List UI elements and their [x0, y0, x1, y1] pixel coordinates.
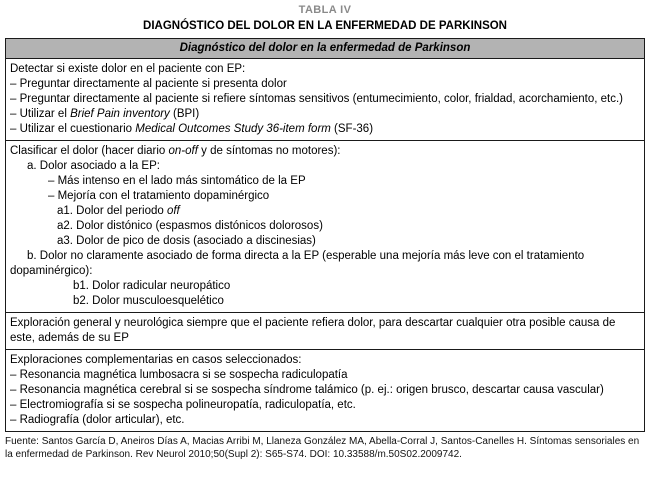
- text-segment: – Mejoría con el tratamiento dopaminérgico: [48, 190, 270, 202]
- text-segment: Clasificar el dolor (hacer diario: [10, 145, 169, 157]
- table-line: [73, 294, 640, 309]
- table-line: [10, 62, 640, 77]
- table-line: [10, 92, 640, 107]
- table-line: [10, 413, 640, 428]
- table-section-deteccion: [6, 59, 644, 141]
- source-citation: Fuente: Santos García D, Aneiros Días A, Macias Arribi M, Llaneza González MA, Abella-Corral J, Santos-Canelles H. Síntomas sensoriales en la enfermedad de Parkinson. Rev Neurol 2010;50(Supl 2): S65-S74. DOI: 10.33588/m.50S02.2009742.: [5, 436, 640, 460]
- text-segment: a. Dolor asociado a la EP:: [27, 160, 160, 172]
- text-segment: a3. Dolor de pico de dosis (asociado a discinesias): [57, 235, 316, 247]
- text-segment: Exploración general y neurológica siempre que el paciente refiera dolor, para descartar cualquier otra posible causa de este, además de su EP: [10, 317, 616, 344]
- italic-text-segment: off: [166, 205, 180, 217]
- text-segment: – Preguntar directamente al paciente si refiere síntomas sensitivos (entumecimiento, color, frialdad, acorchamiento, etc.): [10, 93, 623, 105]
- table-line: [10, 368, 640, 383]
- table-line: [57, 234, 640, 249]
- text-segment: b. Dolor no claramente asociado de forma directa a la EP (esperable una mejoría más leve con el tratamiento dopaminérgico):: [10, 250, 585, 277]
- text-segment: – Más intenso en el lado más sintomático de la EP: [48, 175, 306, 187]
- table-line: [10, 144, 640, 159]
- table-header-row: Diagnóstico del dolor en la enfermedad de Parkinson: [6, 39, 644, 59]
- table-line: [57, 204, 640, 219]
- table-caption: [5, 4, 645, 33]
- text-segment: – Preguntar directamente al paciente si presenta dolor: [10, 78, 287, 90]
- text-segment: – Electromiografía si se sospecha polineuropatía, radiculopatía, etc.: [10, 399, 356, 411]
- text-segment: a2. Dolor distónico (espasmos distónicos dolorosos): [57, 220, 323, 232]
- text-segment: – Radiografía (dolor articular), etc.: [10, 414, 185, 426]
- text-segment: y de síntomas no motores):: [197, 145, 341, 157]
- table-line: [10, 353, 640, 368]
- table-section-clasificacion: [6, 141, 644, 313]
- table-line: [10, 77, 640, 92]
- table-heading: DIAGNÓSTICO DEL DOLOR EN LA ENFERMEDAD DE PARKINSON: [143, 20, 507, 32]
- table-line: [48, 189, 640, 204]
- table-line: [10, 107, 640, 122]
- text-segment: – Resonancia magnética lumbosacra si se sospecha radiculopatía: [10, 369, 348, 381]
- table-label: TABLA IV: [298, 4, 352, 16]
- table-line: [10, 383, 640, 398]
- table-line: [27, 159, 640, 174]
- table-body: [6, 59, 644, 431]
- table-line: [73, 279, 640, 294]
- text-segment: Detectar si existe dolor en el paciente con EP:: [10, 63, 246, 75]
- text-segment: a1. Dolor del periodo: [57, 205, 167, 217]
- diagnosis-table: [5, 38, 645, 432]
- text-segment: – Utilizar el: [10, 108, 71, 120]
- text-segment: – Resonancia magnética cerebral si se sospecha síndrome talámico (p. ej.: origen brusco, descartar causa vascular): [10, 384, 604, 396]
- text-segment: b1. Dolor radicular neuropático: [73, 280, 231, 292]
- italic-text-segment: Brief Pain inventory: [70, 108, 170, 120]
- table-line: [57, 219, 640, 234]
- table-line: [48, 174, 640, 189]
- text-segment: – Utilizar el cuestionario: [10, 123, 136, 135]
- table-line: [10, 398, 640, 413]
- italic-text-segment: Medical Outcomes Study 36-item form: [135, 123, 331, 135]
- text-segment: (BPI): [169, 108, 200, 120]
- italic-text-segment: on-off: [168, 145, 198, 157]
- text-segment: b2. Dolor musculoesquelético: [73, 295, 224, 307]
- text-segment: Exploraciones complementarias en casos seleccionados:: [10, 354, 302, 366]
- table-line: [10, 122, 640, 137]
- table-line: [10, 249, 640, 279]
- table-section-complementarias: [6, 350, 644, 431]
- table-line: [10, 316, 640, 346]
- text-segment: (SF-36): [330, 123, 374, 135]
- table-section-exploracion: [6, 313, 644, 350]
